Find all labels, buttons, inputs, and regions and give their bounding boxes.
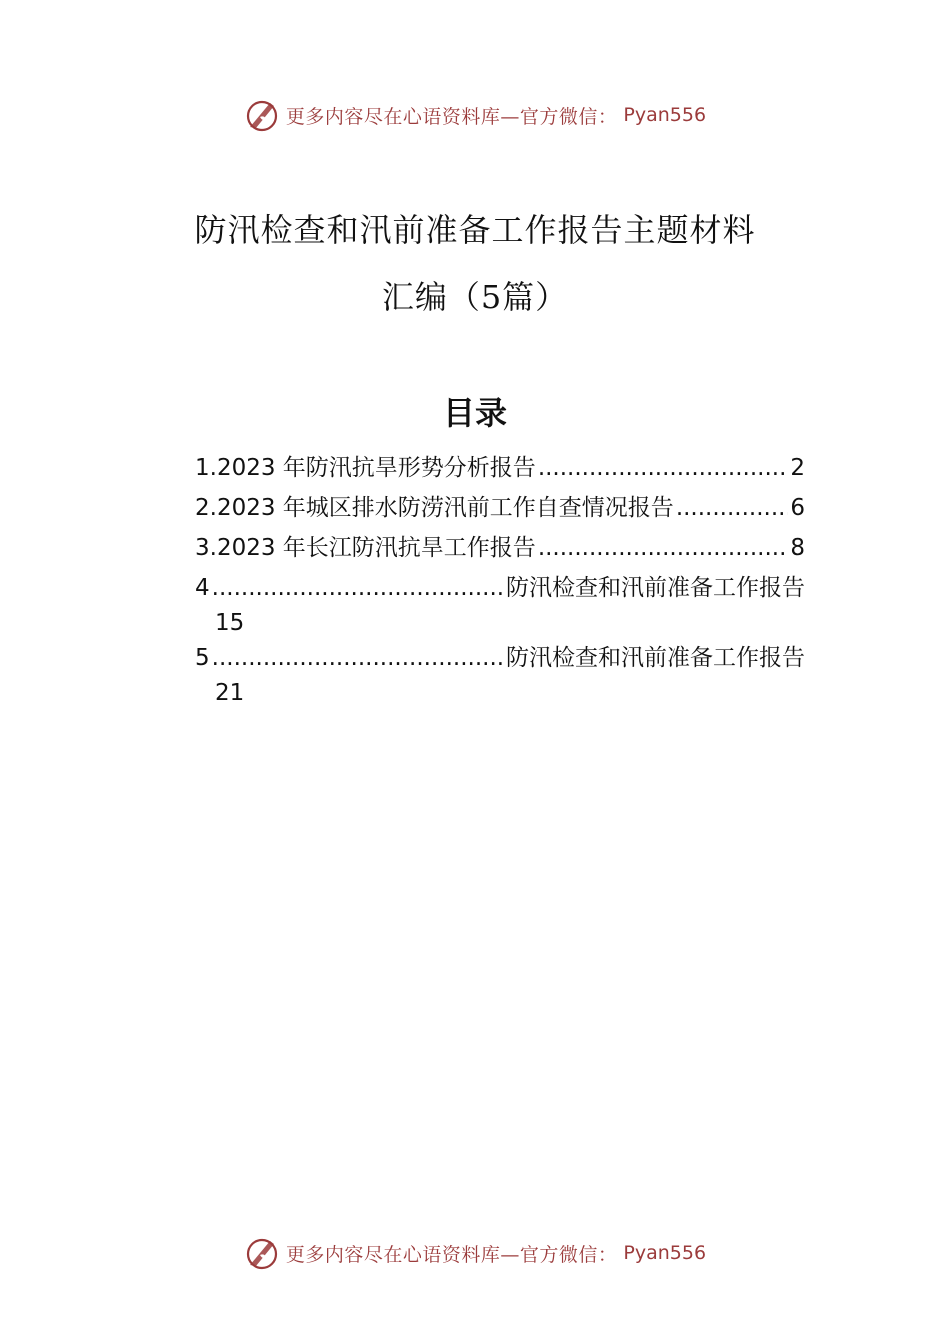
toc-entry-number: 4: [195, 575, 210, 601]
toc-entry-title: 防汛检查和汛前准备工作报告: [506, 575, 805, 601]
toc-entry-number: 1.: [195, 455, 217, 481]
toc-entry-4[interactable]: [195, 573, 805, 643]
toc-dot-leader: [212, 643, 504, 673]
toc-entry-1[interactable]: [195, 453, 805, 493]
footer-watermark: [0, 1233, 950, 1273]
toc-entry-number: 3.: [195, 535, 217, 561]
toc-dot-leader: [538, 453, 789, 483]
toc-entry-row: [195, 573, 805, 603]
toc-entry-5[interactable]: [195, 643, 805, 713]
toc-entry-page: 2: [790, 455, 805, 481]
document-title-line2: 汇编（5篇）: [381, 278, 569, 316]
toc-dot-leader: [212, 573, 504, 603]
table-of-contents: [195, 453, 805, 713]
toc-entry-title: 防汛检查和汛前准备工作报告: [506, 645, 805, 671]
toc-entry-page: 6: [790, 495, 805, 521]
toc-entry-row: [195, 643, 805, 673]
watermark-wechat-id: Pyan556: [623, 1242, 707, 1264]
toc-entry-title: 2023 年长江防汛抗旱工作报告: [216, 535, 536, 561]
toc-entry-page: 8: [790, 535, 805, 561]
toc-entry-2[interactable]: [195, 493, 805, 533]
quill-pen-logo-icon: [244, 97, 280, 133]
toc-entry-title: 2023 年城区排水防涝汛前工作自查情况报告: [216, 495, 674, 521]
header-watermark: [0, 95, 950, 135]
document-title-line1: 防汛检查和汛前准备工作报告主题材料: [194, 211, 756, 249]
toc-heading: 目录: [442, 394, 507, 432]
toc-entry-number: 2.: [195, 495, 217, 521]
toc-entry-page: 21: [215, 680, 245, 706]
quill-pen-logo-icon: [244, 1235, 280, 1271]
watermark-text: 更多内容尽在心语资料库—官方微信：: [285, 1243, 618, 1266]
toc-dot-leader: [676, 493, 789, 523]
toc-entry-title: 2023 年防汛抗旱形势分析报告: [216, 455, 536, 481]
watermark-text: 更多内容尽在心语资料库—官方微信：: [285, 105, 618, 128]
toc-entry-3[interactable]: [195, 533, 805, 573]
toc-entry-number: 5: [195, 645, 210, 671]
watermark-wechat-id: Pyan556: [623, 104, 707, 126]
toc-dot-leader: [538, 533, 789, 563]
toc-entry-page: 15: [215, 610, 245, 636]
